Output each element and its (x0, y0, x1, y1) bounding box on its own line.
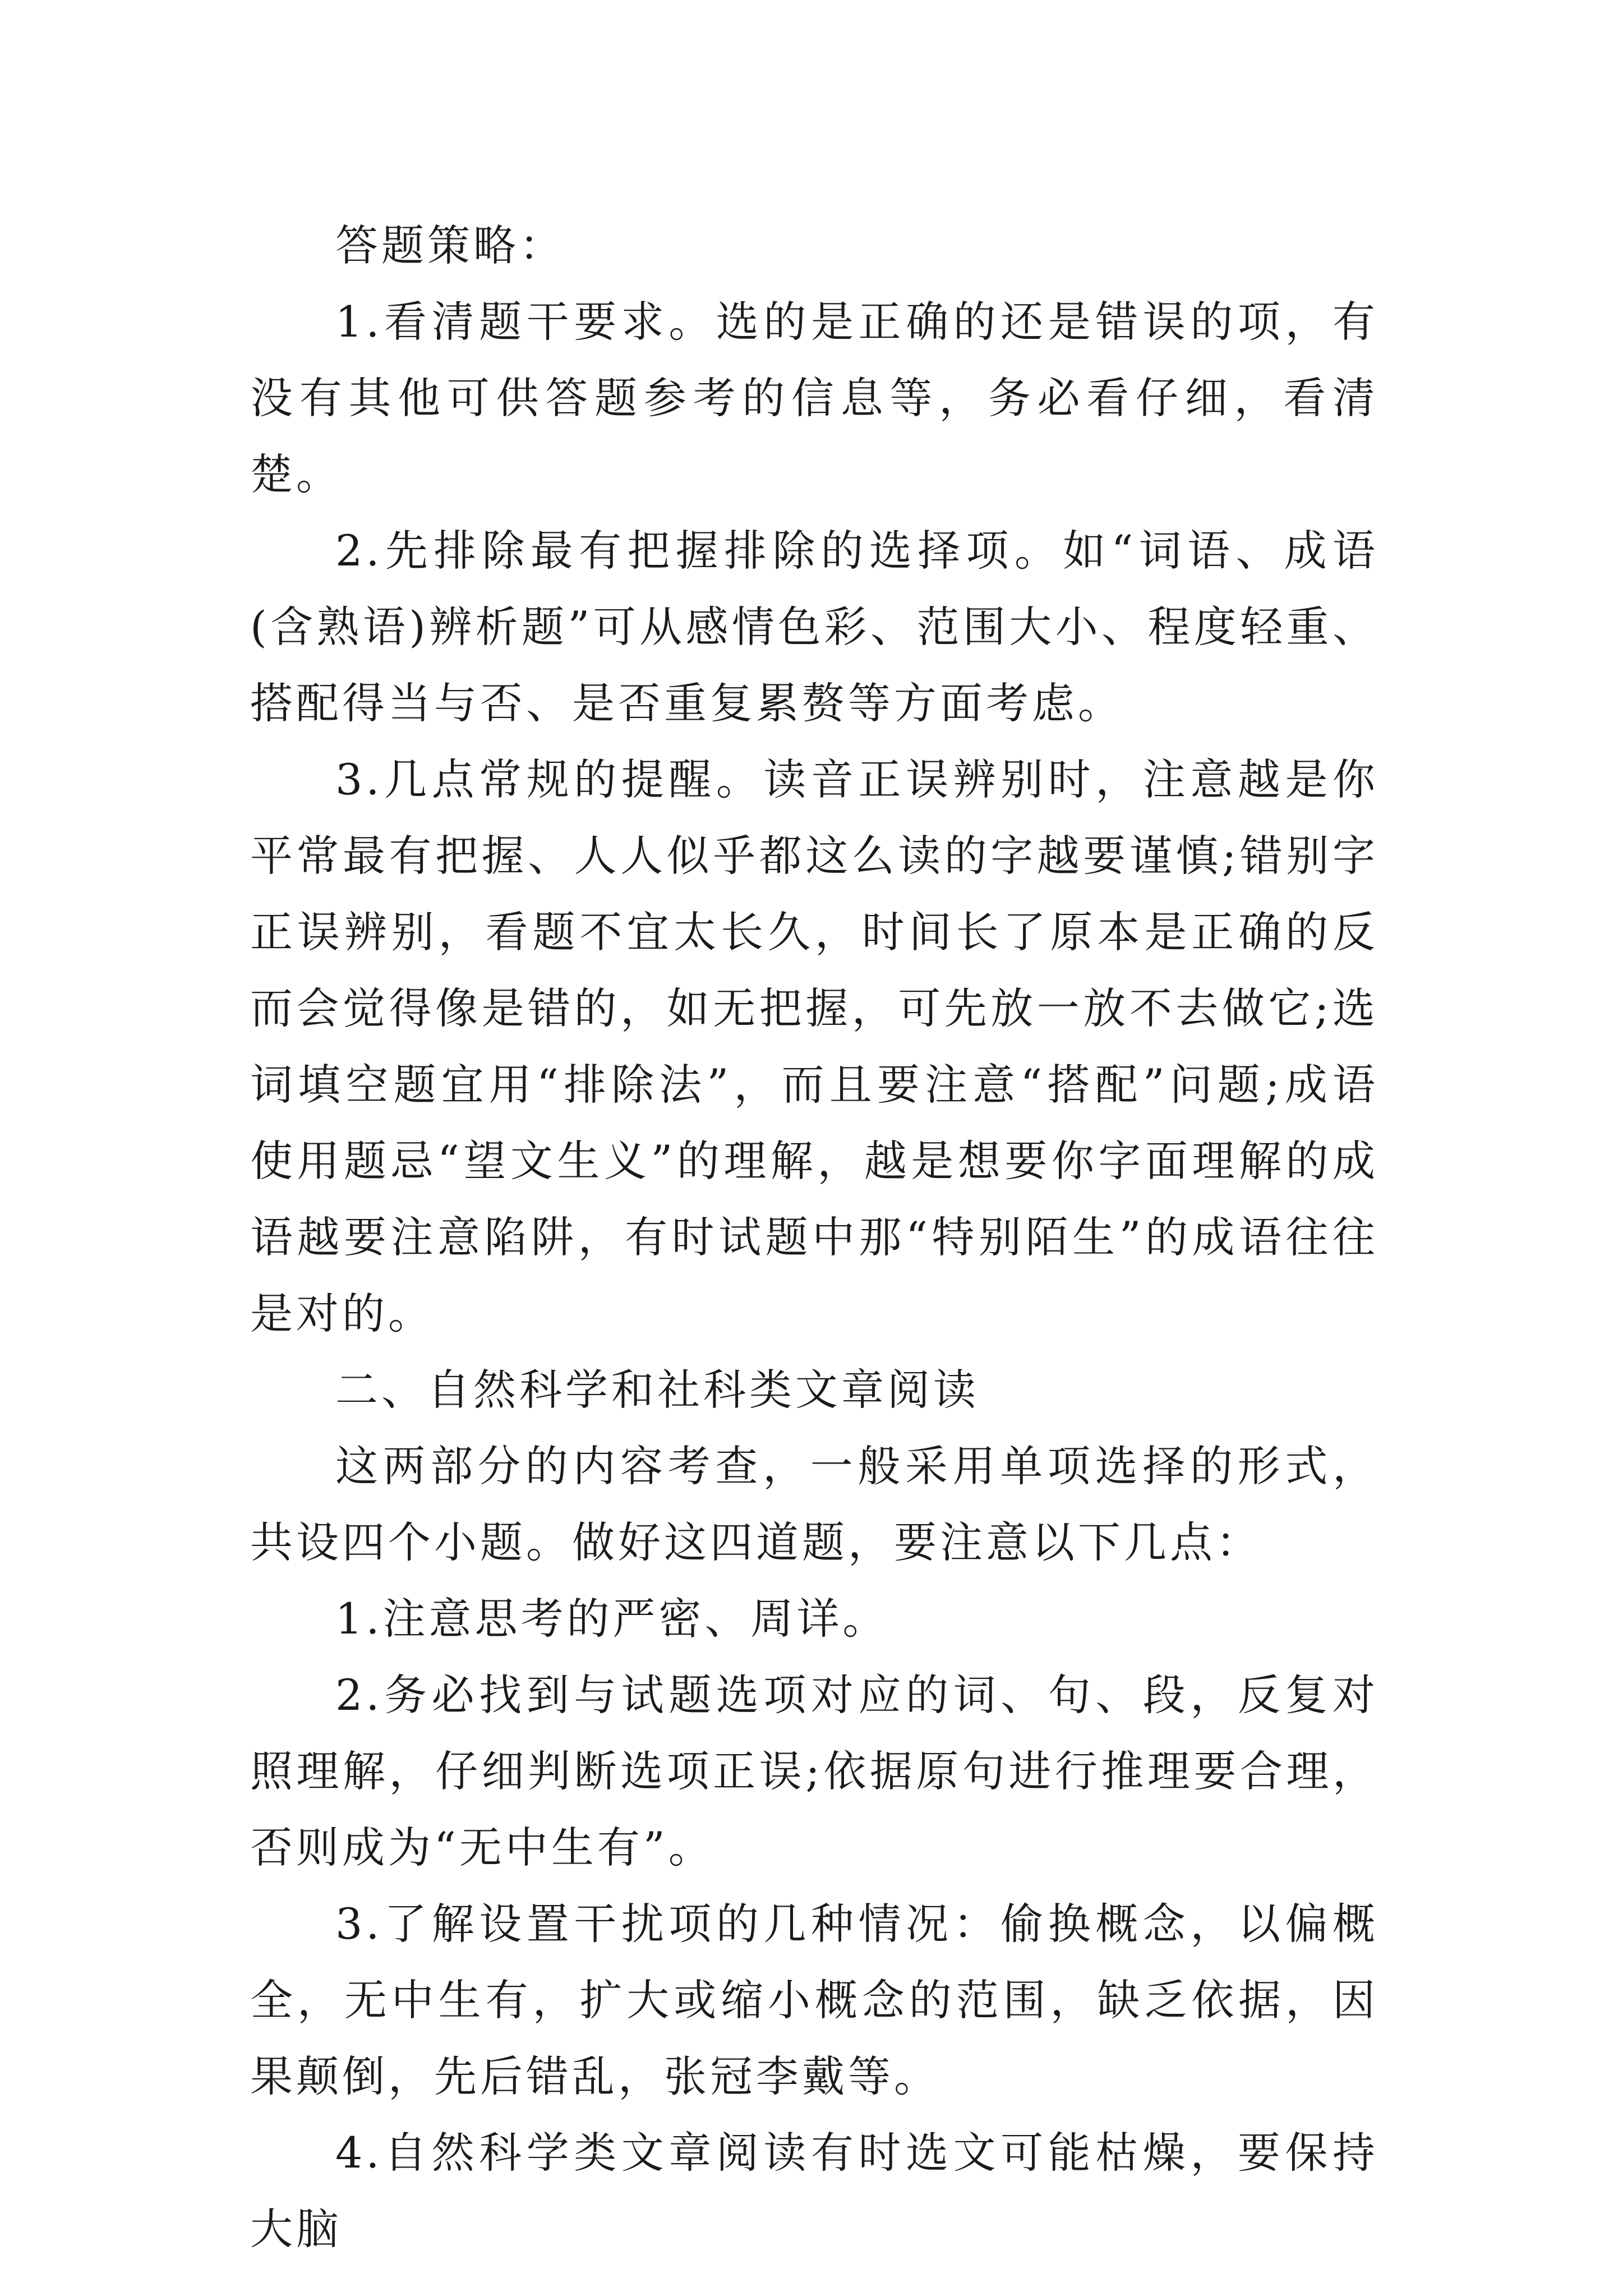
section-heading: 二、自然科学和社科类文章阅读 (335, 1365, 979, 1415)
section-label-strategy: 答题策略： (335, 220, 565, 270)
paragraph: 2.先排除最有把握排除的选择项。如“词语、成语(含熟语)辨析题”可从感情色彩、范围大小、程度轻重、搭配得当与否、是否重复累赘等方面考虑。 (250, 526, 1378, 728)
paragraph: 2.务必找到与试题选项对应的词、句、段，反复对照理解，仔细判断选项正误;依据原句进行推理要合理，否则成为“无中生有”。 (250, 1670, 1378, 1872)
document-body (250, 208, 1378, 2267)
paragraph: 1.注意思考的严密、周详。 (335, 1594, 889, 1644)
paragraph: 1.看清题干要求。选的是正确的还是错误的项，有没有其他可供答题参考的信息等，务必看仔细，看清楚。 (250, 297, 1378, 499)
paragraph: 4.自然科学类文章阅读有时选文可能枯燥，要保持大脑 (250, 2128, 1378, 2254)
paragraph: 3.几点常规的提醒。读音正误辨别时，注意越是你平常最有把握、人人似乎都这么读的字越要谨慎;错别字正误辨别，看题不宜太长久，时间长了原本是正确的反而会觉得像是错的，如无把握，可先放一放不去做它;选词填空题宜用“排除法”，而且要注意“搭配”问题;成语使用题忌“望文生义”的理解，越是想要你字面理解的成语越要注意陷阱，有时试题中那“特别陌生”的成语往往是对的。 (250, 754, 1378, 1338)
paragraph: 这两部分的内容考查，一般采用单项选择的形式，共设四个小题。做好这四道题，要注意以下几点： (250, 1441, 1378, 1567)
paragraph: 3.了解设置干扰项的几种情况：偷换概念，以偏概全，无中生有，扩大或缩小概念的范围，缺乏依据，因果颠倒，先后错乱，张冠李戴等。 (250, 1899, 1378, 2101)
